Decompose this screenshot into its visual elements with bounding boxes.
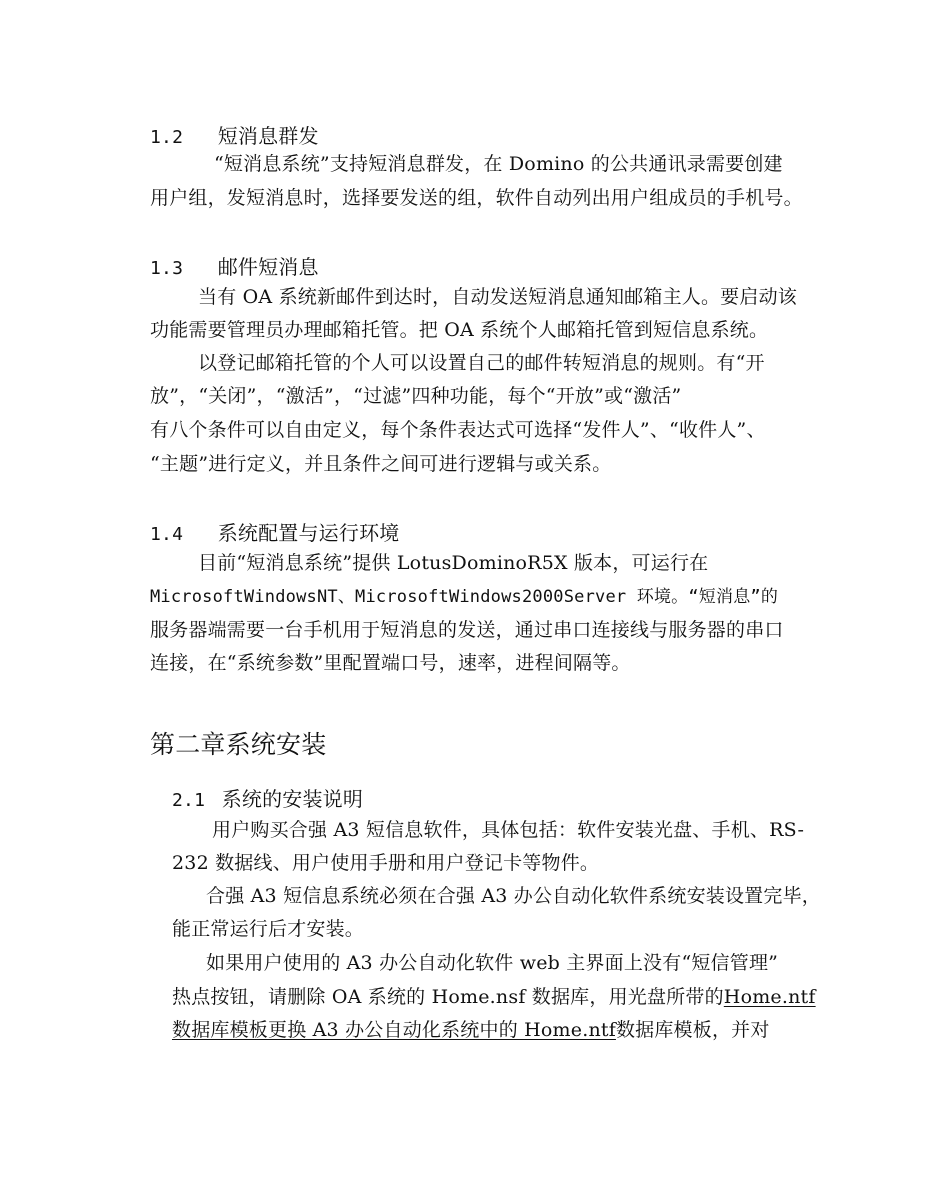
section-number: 1.3	[150, 258, 184, 279]
section-heading-1-2	[150, 123, 319, 151]
section-heading-2-1	[172, 786, 363, 814]
section-title: 短消息群发	[217, 124, 319, 148]
paragraph-line: 服务器端需要一台手机用于短消息的发送，通过串口连接线与服务器的串口	[150, 619, 784, 641]
paragraph-line: 当有 OA 系统新邮件到达时，自动发送短消息通知邮箱主人。要启动该	[198, 286, 797, 308]
paragraph-line: 如果用户使用的 A3 办公自动化软件 web 主界面上没有“短信管理”	[206, 952, 779, 974]
paragraph-line: 用户购买合强 A3 短信息软件，具体包括：软件安装光盘、手机、RS-	[212, 819, 805, 841]
home-ntf-link-text-continued: 数据库模板更换 A3 办公自动化系统中的 Home.ntf	[172, 1019, 616, 1041]
paragraph-line: MicrosoftWindowsNT、MicrosoftWindows2000Server 环境。“短消息”的	[150, 587, 779, 607]
section-title: 系统的安装说明	[221, 787, 364, 811]
paragraph-line: 以登记邮箱托管的个人可以设置自己的邮件转短消息的规则。有“开	[198, 352, 765, 374]
chapter-title: 第二章系统安装	[150, 730, 327, 759]
paragraph-line: 功能需要管理员办理邮箱托管。把 OA 系统个人邮箱托管到短信息系统。	[150, 319, 769, 341]
paragraph-line: 能正常运行后才安装。	[172, 918, 365, 940]
paragraph-line: “短消息系统”支持短消息群发，在 Domino 的公共通讯录需要创建	[214, 153, 783, 175]
paragraph-line: 放”，“关闭”，“激活”，“过滤”四种功能，每个“开放”或“激活”	[150, 385, 682, 407]
paragraph-line	[172, 1018, 770, 1042]
section-number: 1.4	[150, 524, 184, 545]
paragraph-line: 用户组，发短消息时，选择要发送的组，软件自动列出用户组成员的手机号。	[150, 187, 803, 209]
section-heading-1-4	[150, 520, 400, 548]
paragraph-line: 232 数据线、用户使用手册和用户登记卡等物件。	[172, 852, 600, 874]
paragraph-line: 目前“短消息系统”提供 LotusDominoR5X 版本，可运行在	[198, 552, 709, 574]
section-title: 系统配置与运行环境	[217, 521, 400, 545]
paragraph-line: 连接，在“系统参数”里配置端口号，速率，进程间隔等。	[150, 652, 631, 674]
section-number: 1.2	[150, 127, 184, 148]
section-title: 邮件短消息	[217, 255, 319, 279]
paragraph-text: 热点按钮，请删除 OA 系统的 Home.nsf 数据库，用光盘所带的	[172, 986, 724, 1008]
section-heading-1-3	[150, 254, 319, 282]
paragraph-line	[172, 985, 816, 1009]
paragraph-line: 有八个条件可以自由定义，每个条件表达式可选择“发件人”、“收件人”、	[150, 419, 766, 441]
home-ntf-link-text: Home.ntf	[723, 986, 816, 1008]
paragraph-line: 合强 A3 短信息系统必须在合强 A3 办公自动化软件系统安装设置完毕，	[206, 885, 821, 907]
paragraph-text: 数据库模板，并对	[615, 1019, 770, 1041]
paragraph-line: “主题”进行定义，并且条件之间可进行逻辑与或关系。	[150, 453, 612, 475]
section-number: 2.1	[172, 790, 206, 811]
